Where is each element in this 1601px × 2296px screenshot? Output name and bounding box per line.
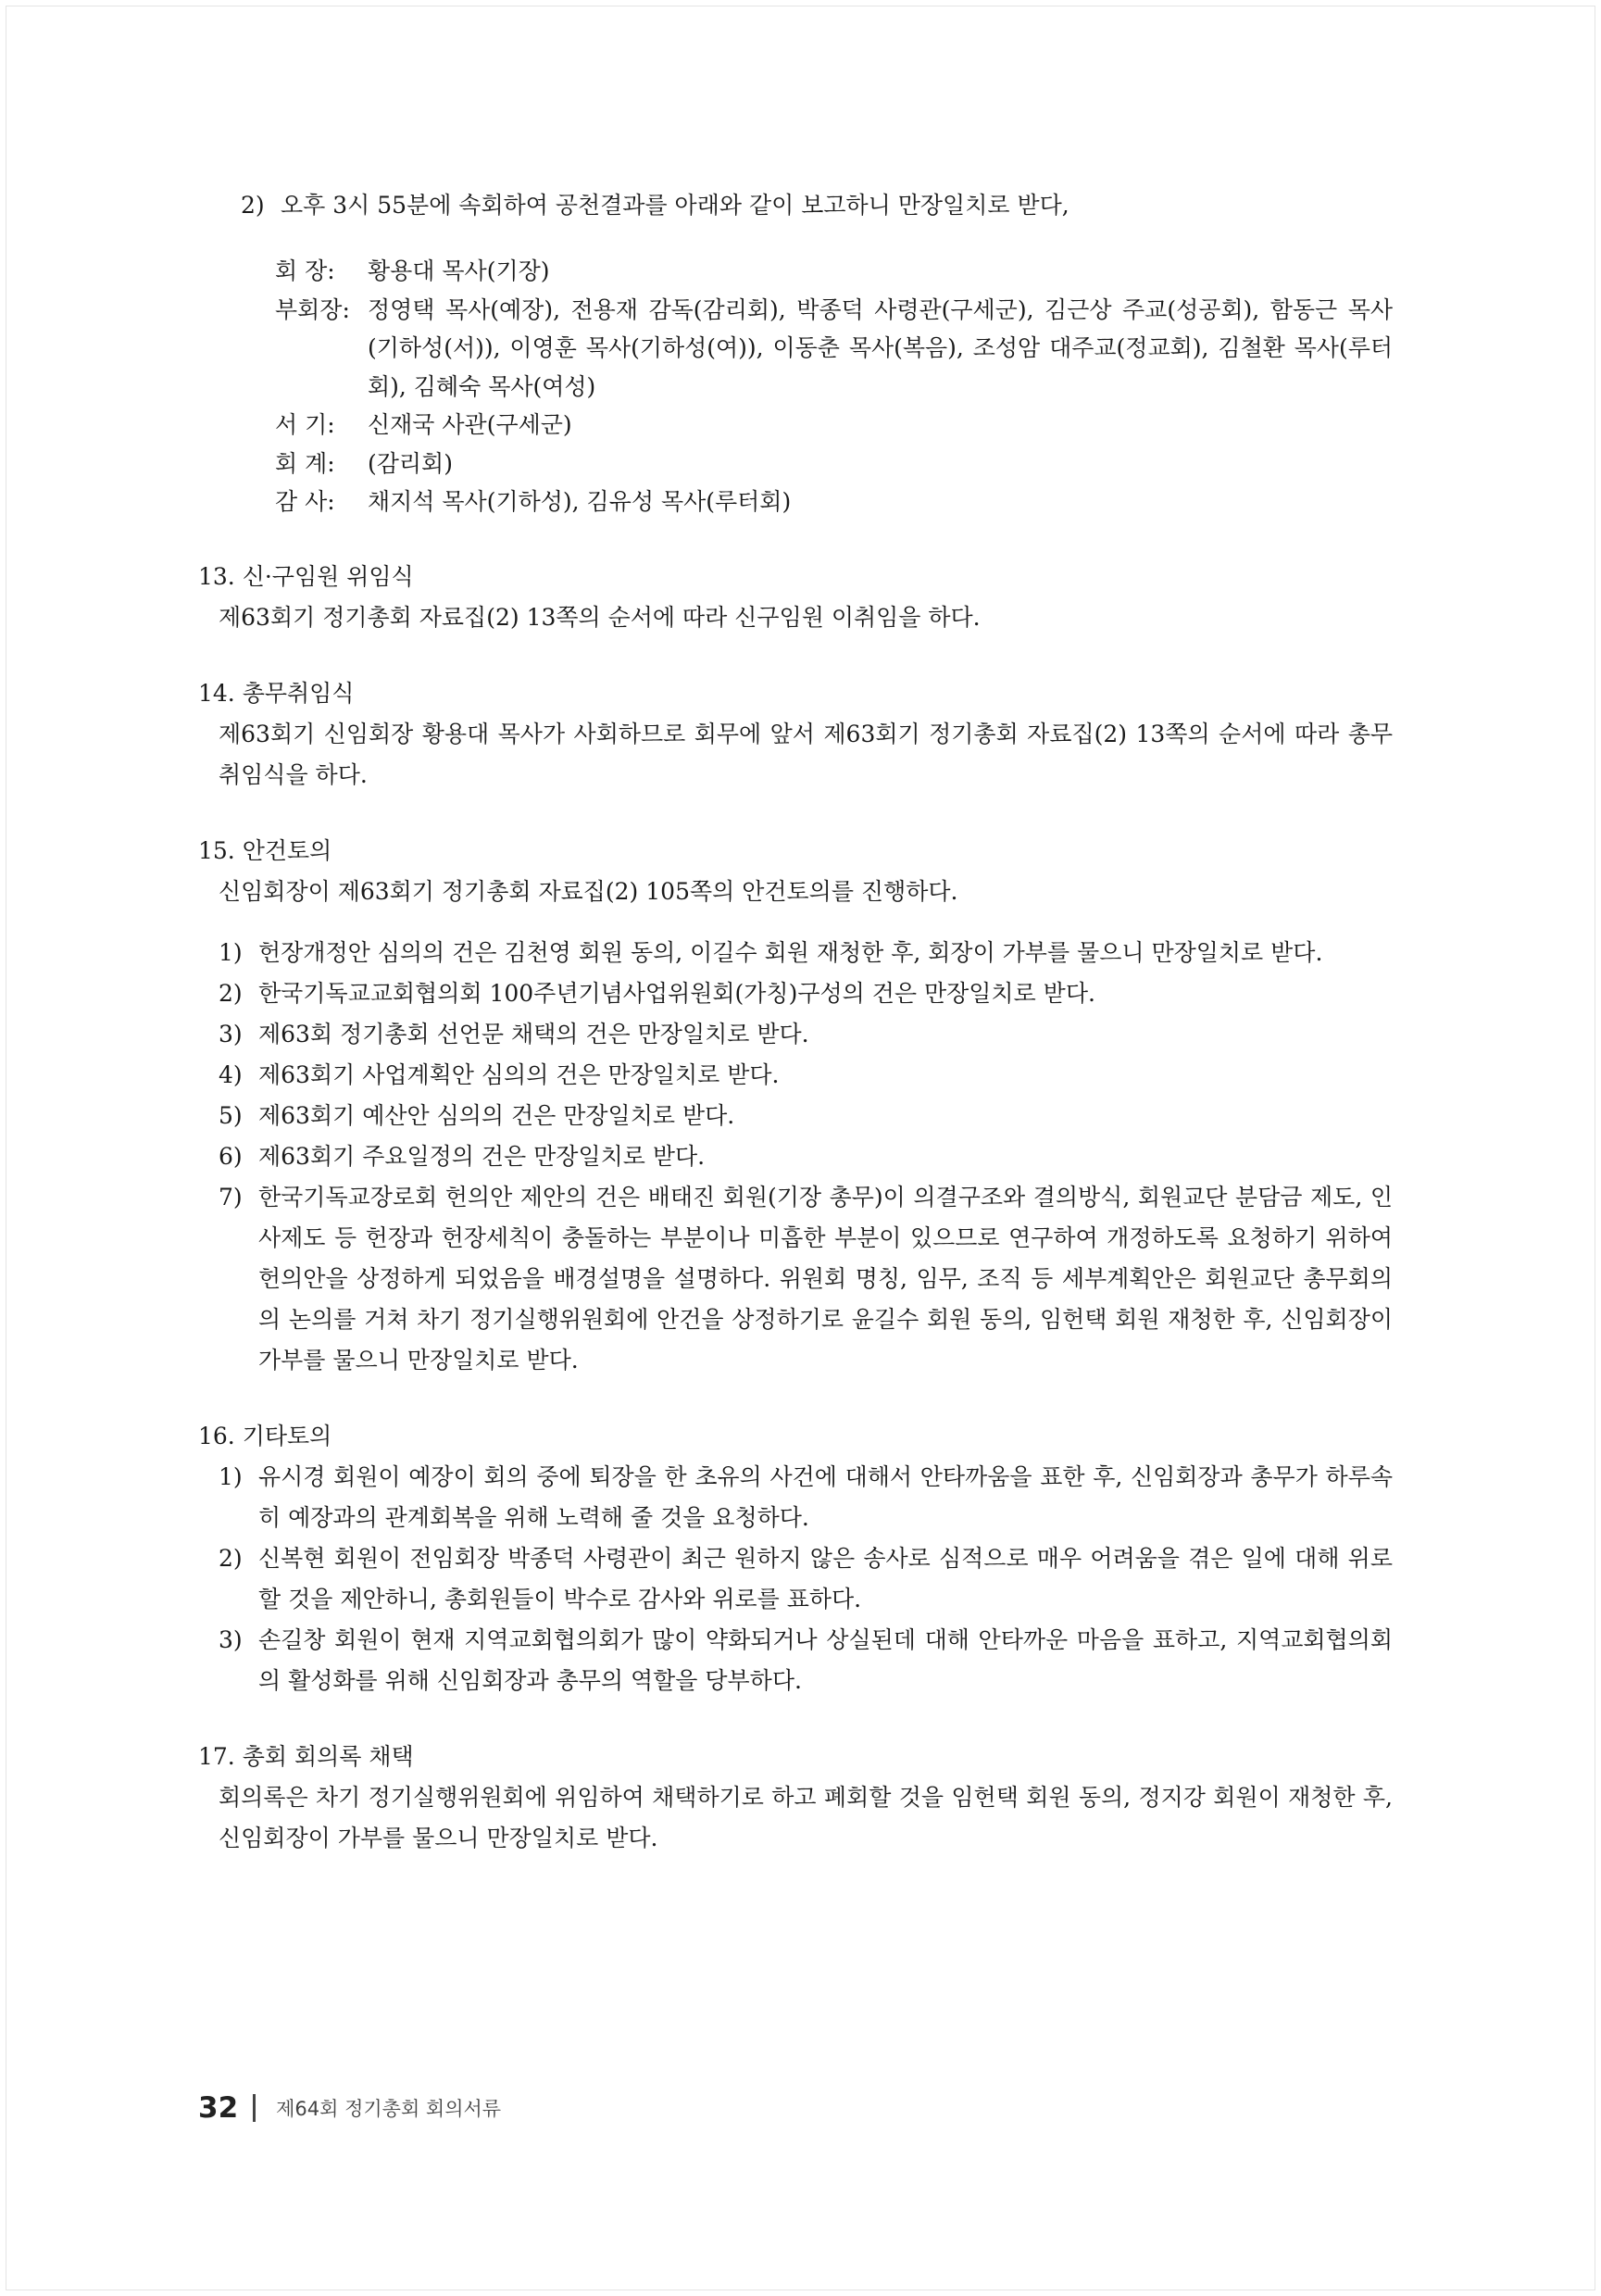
list-item [219, 1457, 1393, 1538]
footer-title: 제64회 정기총회 회의서류 [276, 2098, 502, 2120]
section-body: 회의록은 차기 정기실행위원회에 위임하여 채택하기로 하고 폐회할 것을 임헌택 회원 동의, 정지강 회원이 재청한 후, 신임회장이 가부를 물으니 만장일치로 받다. [219, 1783, 1393, 1851]
officer-label: 부회장: [275, 295, 350, 323]
section-15 [198, 831, 1393, 1381]
item-number: 2) [219, 979, 243, 1007]
officer-value: 채지석 목사(기하성), 김유성 목사(루터회) [368, 488, 792, 515]
list-item [219, 933, 1393, 973]
section-title: 17. 총회 회의록 채택 [198, 1742, 414, 1770]
officer-value: 황용대 목사(기장) [368, 257, 550, 284]
item-text: 유시경 회원이 예장이 회의 중에 퇴장을 한 초유의 사건에 대해서 안타까움을 표한 후, 신임회장과 총무가 하루속히 예장과의 관계회복을 위해 노력해 줄 것을 요청하다. [258, 1462, 1393, 1531]
footer-divider [253, 2094, 256, 2122]
list-item [241, 185, 1393, 226]
officer-value: (감리회) [368, 449, 453, 477]
section-body: 제63회기 정기총회 자료집(2) 13쪽의 순서에 따라 신구임원 이취임을 하다. [219, 603, 981, 631]
section-14 [198, 673, 1393, 796]
item-text: 제63회기 주요일정의 건은 만장일치로 받다. [258, 1142, 706, 1170]
item-number: 2) [219, 1544, 243, 1572]
page-number: 32 [198, 2091, 239, 2125]
list-item [219, 1620, 1393, 1701]
officer-row [275, 406, 1393, 445]
officer-row [275, 445, 1393, 483]
section-title: 13. 신·구임원 위임식 [198, 562, 414, 590]
item-text: 손길창 회원이 현재 지역교회협의회가 많이 약화되거나 상실된데 대해 안타까운 마음을 표하고, 지역교회협의회의 활성화를 위해 신임회장과 총무의 역할을 당부하다. [258, 1625, 1393, 1694]
agenda-list [219, 933, 1393, 1381]
section-body: 신임회장이 제63회기 정기총회 자료집(2) 105쪽의 안건토의를 진행하다. [219, 877, 958, 905]
document-body [198, 185, 1393, 1859]
section-title: 16. 기타토의 [198, 1422, 332, 1449]
officer-row [275, 483, 1393, 521]
item-text: 헌장개정안 심의의 건은 김천영 회원 동의, 이길수 회원 재청한 후, 회장이 가부를 물으니 만장일치로 받다. [258, 938, 1323, 966]
list-item [219, 1096, 1393, 1136]
officer-row [275, 252, 1393, 291]
discussion-list [219, 1457, 1393, 1701]
item-text: 오후 3시 55분에 속회하여 공천결과를 아래와 같이 보고하니 만장일치로 받다, [281, 192, 1069, 219]
item-number: 3) [219, 1020, 243, 1048]
officer-label: 회 계: [275, 449, 335, 477]
item-text: 제63회기 예산안 심의의 건은 만장일치로 받다. [258, 1101, 735, 1129]
item-number: 5) [219, 1101, 243, 1129]
section-body: 제63회기 신임회장 황용대 목사가 사회하므로 회무에 앞서 제63회기 정기총회 자료집(2) 13쪽의 순서에 따라 총무취임식을 하다. [219, 720, 1393, 788]
item-text: 한국기독교장로회 헌의안 제안의 건은 배태진 회원(기장 총무)이 의결구조와 결의방식, 회원교단 분담금 제도, 인사제도 등 헌장과 헌장세칙이 충돌하는 부분이나 미흡한 부분이 있으므로 연구하여 개정하도록 요청하기 위하여 헌의안을 상정하게 되었음을 배경설명을 설명하다. 위원회 명칭, 임무, 조직 등 세부계획안은 회원교단 총무회의의 논의를 거쳐 차기 정기실행위원회에 안건을 상정하기로 윤길수 회원 동의, 임헌택 회원 재청한 후, 신임회장이 가부를 물으니 만장일치로 받다. [258, 1183, 1393, 1374]
section-16 [198, 1416, 1393, 1701]
item-text: 신복현 회원이 전임회장 박종덕 사령관이 최근 원하지 않은 송사로 심적으로 매우 어려움을 겪은 일에 대해 위로할 것을 제안하니, 총회원들이 박수로 감사와 위로를 표하다. [258, 1544, 1393, 1612]
list-item [219, 1538, 1393, 1620]
officer-row [275, 291, 1393, 407]
section-17 [198, 1737, 1393, 1859]
item-number: 2) [241, 192, 265, 219]
officer-label: 서 기: [275, 411, 335, 438]
officer-list [275, 252, 1393, 521]
section-title: 15. 안건토의 [198, 836, 332, 864]
item-number: 4) [219, 1060, 243, 1088]
item-text: 제63회기 사업계획안 심의의 건은 만장일치로 받다. [258, 1060, 780, 1088]
section-title: 14. 총무취임식 [198, 679, 355, 707]
officer-value: 신재국 사관(구세군) [368, 411, 572, 438]
section-13 [198, 557, 1393, 638]
item-number: 7) [219, 1183, 243, 1211]
list-item [219, 1136, 1393, 1177]
item-text: 제63회 정기총회 선언문 채택의 건은 만장일치로 받다. [258, 1020, 809, 1048]
item-number: 1) [219, 938, 243, 966]
item-number: 3) [219, 1625, 243, 1653]
officer-label: 회 장: [275, 257, 335, 284]
item-number: 1) [219, 1462, 243, 1490]
item-text: 한국기독교교회협의회 100주년기념사업위원회(가칭)구성의 건은 만장일치로 받다. [258, 979, 1095, 1007]
list-item [219, 973, 1393, 1014]
officer-label: 감 사: [275, 488, 335, 515]
list-item [219, 1177, 1393, 1381]
officer-value: 정영택 목사(예장), 전용재 감독(감리회), 박종덕 사령관(구세군), 김근상 주교(성공회), 함동근 목사(기하성(서)), 이영훈 목사(기하성(여)), 이동춘 목사(복음), 조성암 대주교(정교회), 김철환 목사(루터회), 김혜숙 목사(여성) [368, 295, 1393, 400]
item-number: 6) [219, 1142, 243, 1170]
page-footer [198, 2091, 501, 2125]
list-item [219, 1014, 1393, 1055]
list-item [219, 1055, 1393, 1096]
